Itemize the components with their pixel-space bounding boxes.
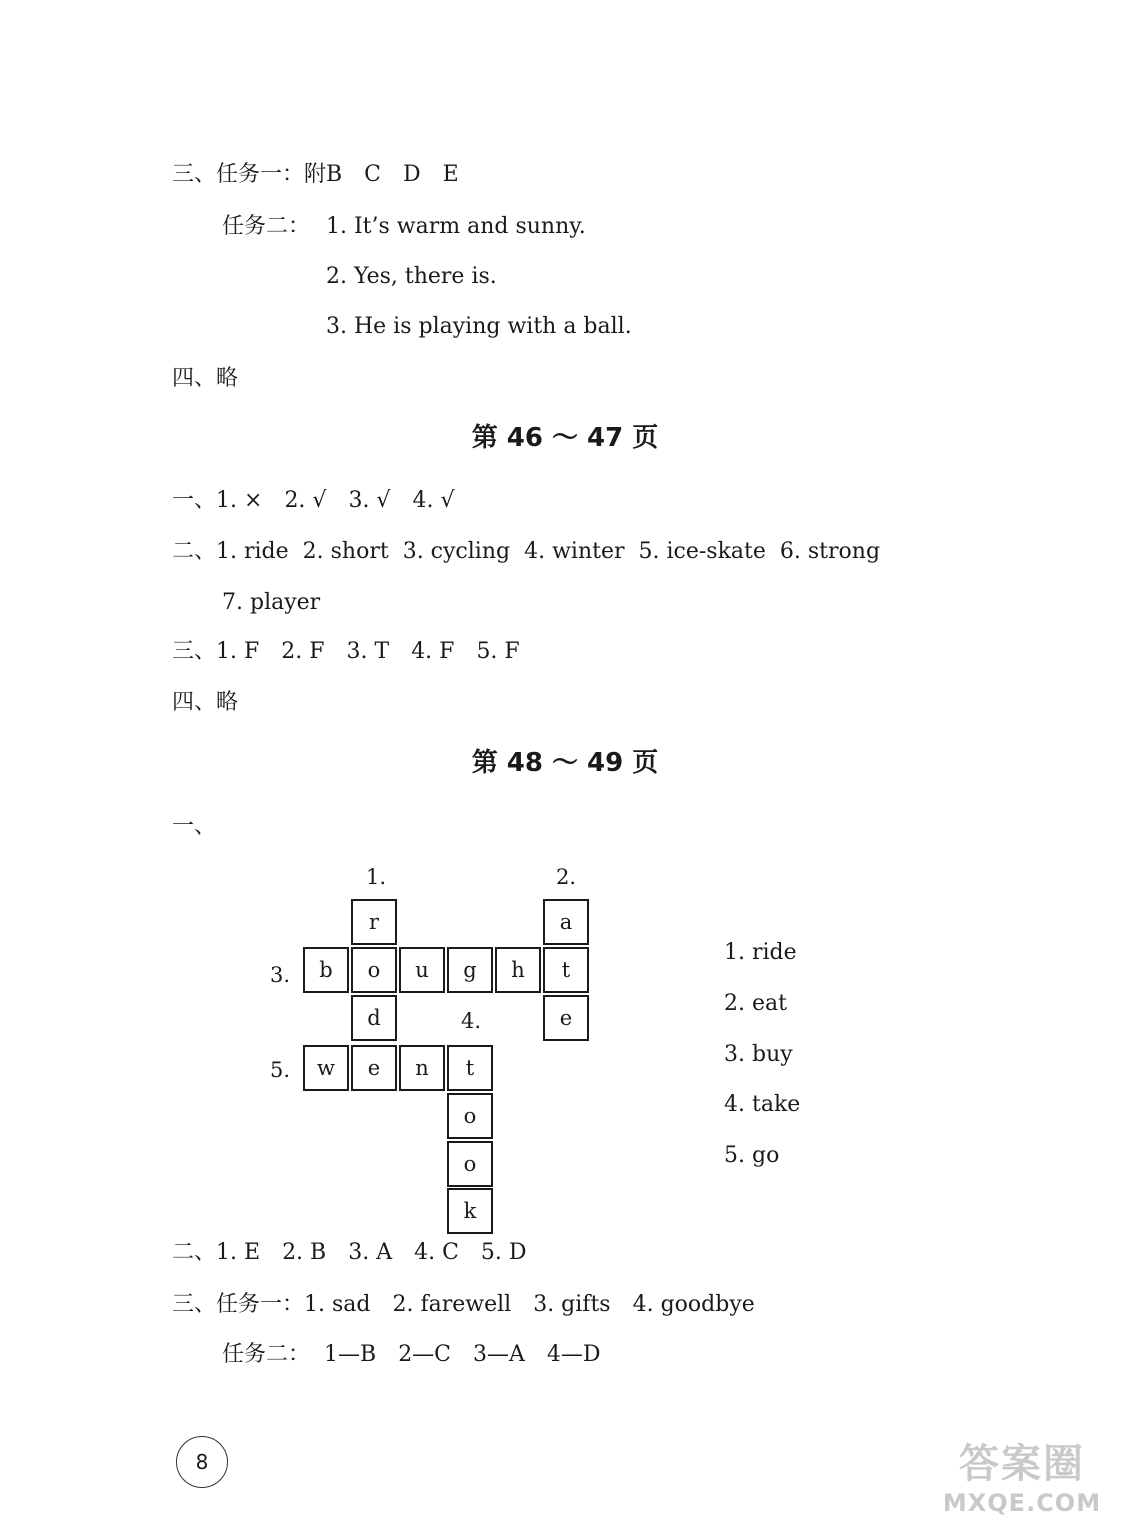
yi-line — [172, 486, 454, 516]
answer-item: 3. cycling — [402, 539, 511, 564]
si-line: 四、略 — [172, 690, 239, 715]
crossword-cell: o — [447, 1141, 493, 1187]
crossword-cell: n — [399, 1045, 445, 1091]
task2-line — [222, 212, 310, 242]
section-label: 二、 — [172, 539, 217, 564]
clue-item: 1. ride — [724, 940, 797, 965]
page-heading: 第 48 ～ 49 页 — [471, 748, 659, 778]
task2-answer-1: 1. It’s warm and sunny. — [326, 214, 586, 239]
answer-item: 1. sad — [304, 1292, 371, 1317]
answer-item: 1. E — [216, 1240, 261, 1265]
yi-label: 一、 — [172, 814, 217, 839]
page-heading: 第 46 ～ 47 页 — [471, 423, 659, 453]
clue-number-3: 3. — [270, 963, 291, 987]
crossword-cell: e — [543, 995, 589, 1041]
crossword-cell: g — [447, 947, 493, 993]
crossword-cell: o — [351, 947, 397, 993]
answer-item: 3—A — [473, 1342, 525, 1367]
answer-item: 3. √ — [348, 488, 391, 513]
answer-item: 1—B — [324, 1342, 377, 1367]
crossword-cell: k — [447, 1188, 493, 1234]
crossword-cell: w — [303, 1045, 349, 1091]
section-label: 三、任务一： — [172, 162, 305, 187]
crossword-cell: t — [543, 947, 589, 993]
watermark-en: MXQE.COM — [942, 1489, 1102, 1517]
clue-number-1: 1. — [366, 865, 387, 889]
task2-answer-2: 2. Yes, there is. — [326, 264, 497, 289]
answer-item: 4. winter — [524, 539, 625, 564]
crossword-cell: b — [303, 947, 349, 993]
answer-item: 4. C — [414, 1240, 459, 1265]
answer-item: 4. F — [411, 639, 455, 664]
crossword-cell: d — [351, 995, 397, 1041]
crossword-cell: h — [495, 947, 541, 993]
san-task1-line — [172, 1290, 755, 1320]
clue-item: 4. take — [724, 1092, 801, 1117]
answer-item: 4. goodbye — [632, 1292, 755, 1317]
crossword-cell: a — [543, 899, 589, 945]
answer-item: 2—C — [398, 1342, 452, 1367]
answer-item: 2. short — [302, 539, 389, 564]
er-line — [172, 1238, 527, 1268]
answer-item: 2. F — [281, 639, 325, 664]
page-number: 8 — [176, 1436, 228, 1488]
answer-item: 5. D — [480, 1240, 527, 1265]
clue-item: 5. go — [724, 1143, 780, 1168]
answer-text: 附B C D E — [304, 162, 459, 187]
crossword-cell: u — [399, 947, 445, 993]
task2-answer-3: 3. He is playing with a ball. — [326, 314, 632, 339]
si-line: 四、略 — [172, 366, 239, 391]
watermark-logo — [932, 1440, 1112, 1530]
answer-item: 3. gifts — [533, 1292, 611, 1317]
answer-item: 5. F — [476, 639, 520, 664]
section-label: 任务二： — [222, 1342, 311, 1367]
answer-item: 2. farewell — [392, 1292, 512, 1317]
er-wrap-line: 7. player — [222, 590, 321, 615]
answer-item: 6. strong — [779, 539, 881, 564]
san-task1-line — [172, 160, 459, 190]
watermark-cn: 答案圈 — [959, 1441, 1085, 1487]
section-label: 三、 — [172, 639, 217, 664]
clue-number-2: 2. — [556, 865, 577, 889]
answer-item: 1. F — [216, 639, 260, 664]
crossword-cell: t — [447, 1045, 493, 1091]
crossword-cell: o — [447, 1093, 493, 1139]
answer-item: 4. √ — [412, 488, 455, 513]
clue-item: 3. buy — [724, 1042, 793, 1067]
answer-item: 1. ride — [216, 539, 289, 564]
answer-item: 1. × — [216, 488, 263, 513]
crossword-cell: r — [351, 899, 397, 945]
section-label: 三、任务一： — [172, 1292, 305, 1317]
clue-number-4: 4. — [461, 1009, 482, 1033]
answer-item: 3. T — [346, 639, 390, 664]
er-line — [172, 537, 880, 567]
answer-item: 5. ice-skate — [638, 539, 766, 564]
answer-item: 2. √ — [284, 488, 327, 513]
section-label: 二、 — [172, 1240, 217, 1265]
crossword-cell: e — [351, 1045, 397, 1091]
clue-number-5: 5. — [270, 1058, 291, 1082]
task2-line — [222, 1340, 601, 1370]
answer-item: 4—D — [546, 1342, 601, 1367]
san-line — [172, 637, 520, 667]
section-label: 任务二： — [222, 214, 311, 239]
section-label: 一、 — [172, 488, 217, 513]
answer-item: 3. A — [348, 1240, 393, 1265]
clue-item: 2. eat — [724, 991, 787, 1016]
answer-item: 2. B — [282, 1240, 327, 1265]
